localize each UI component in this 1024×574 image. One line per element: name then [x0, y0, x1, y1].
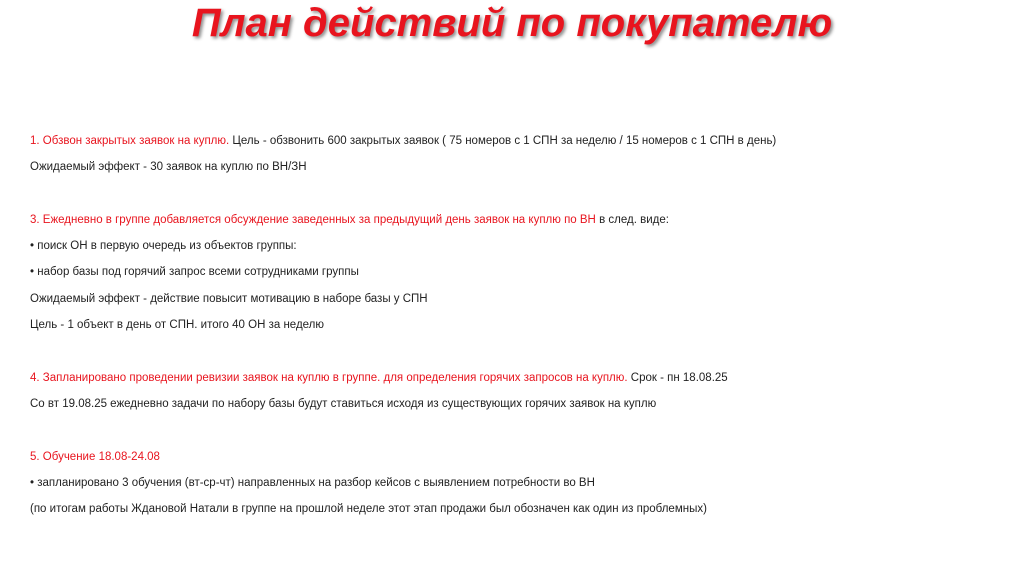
- item-1-heading: 1. Обзвон закрытых заявок на куплю.: [30, 135, 230, 147]
- item-1: [30, 134, 776, 148]
- item-1-text: Цель - обзвонить 600 закрытых заявок ( 75 номеров с 1 СПН за неделю / 15 номеров с 1 СПН в день): [229, 135, 777, 147]
- item-5: [30, 450, 160, 464]
- item-3-effect: Ожидаемый эффект - действие повысит мотивацию в наборе базы у СПН: [30, 293, 428, 305]
- item-3-text: в след. виде:: [595, 214, 669, 226]
- item-5-heading: 5. Обучение 18.08-24.08: [30, 451, 160, 463]
- item-3-goal: Цель - 1 объект в день от СПН. итого 40 ОН за неделю: [30, 319, 324, 331]
- item-3-bullet-1: • поиск ОН в первую очередь из объектов группы:: [30, 240, 297, 252]
- item-5-note: (по итогам работы Ждановой Натали в группе на прошлой неделе этот этап продажи был обозначен как один из проблемных): [30, 503, 707, 515]
- item-5-bullet: • запланировано 3 обучения (вт-ср-чт) направленных на разбор кейсов с выявлением потребности во ВН: [30, 477, 595, 489]
- item-1-effect: Ожидаемый эффект - 30 заявок на куплю по ВН/ЗН: [30, 161, 307, 173]
- item-4-detail: Со вт 19.08.25 ежедневно задачи по набору базы будут ставиться исходя из существующих горячих заявок на куплю: [30, 398, 657, 410]
- item-3-heading: 3. Ежедневно в группе добавляется обсуждение заведенных за предыдущий день заявок на куплю по ВН: [30, 214, 596, 226]
- item-4-text: Срок - пн 18.08.25: [627, 372, 728, 384]
- item-4: [30, 371, 728, 385]
- page-title: План действий по покупателю: [191, 1, 833, 45]
- item-4-heading: 4. Запланировано проведении ревизии заявок на куплю в группе. для определения горячих запросов на куплю.: [30, 372, 628, 384]
- item-3-bullet-2: • набор базы под горячий запрос всеми сотрудниками группы: [30, 266, 359, 278]
- item-3: [30, 213, 669, 227]
